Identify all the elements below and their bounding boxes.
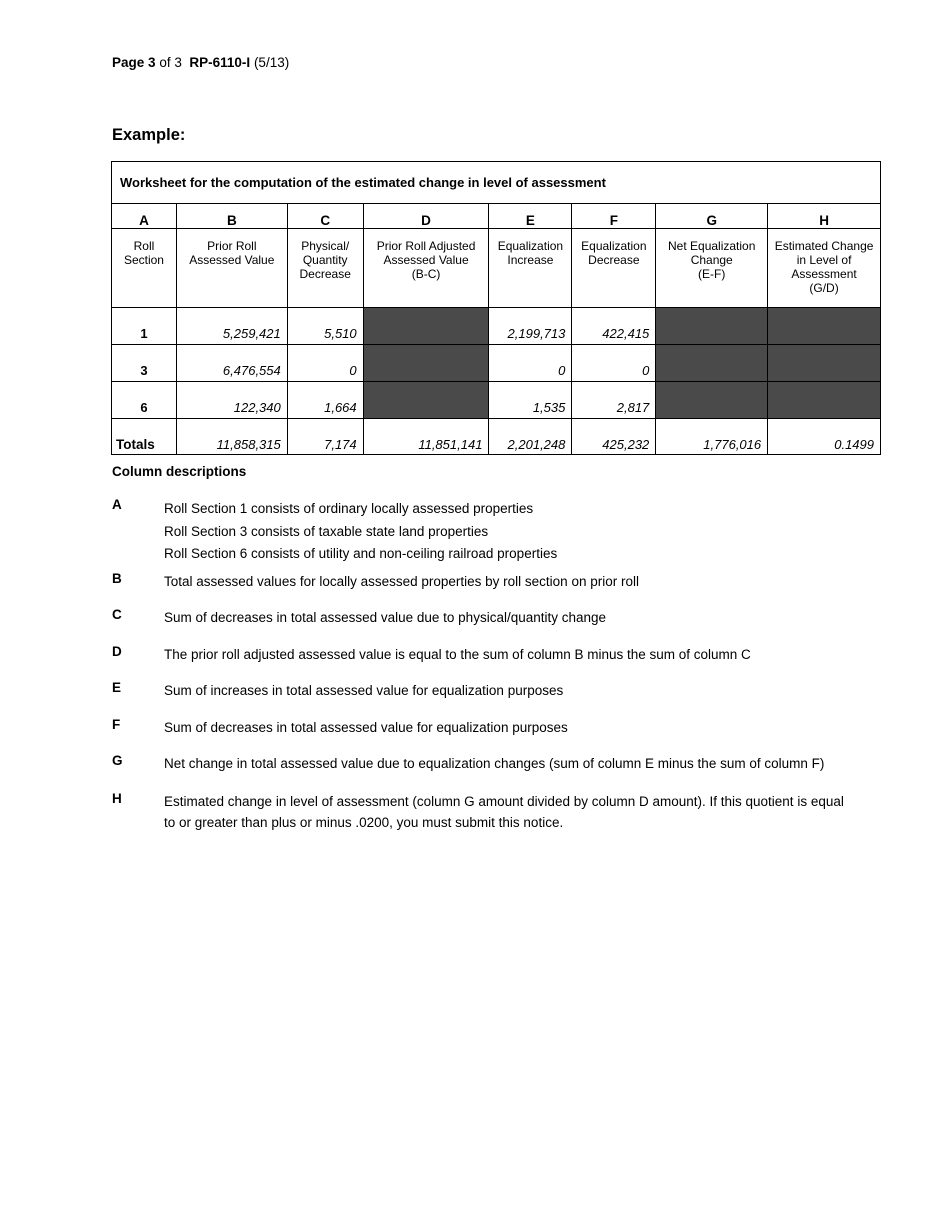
worksheet-title: Worksheet for the computation of the estimated change in level of assessment — [112, 162, 881, 204]
shaded-cell — [363, 382, 489, 419]
col-letter: H — [768, 204, 881, 229]
total-d: 11,851,141 — [363, 419, 489, 455]
table-row — [112, 345, 881, 382]
col-letter: G — [656, 204, 768, 229]
description-letter: E — [112, 680, 122, 695]
description-line: Roll Section 6 consists of utility and non-ceiling railroad properties — [164, 546, 558, 561]
description-letter: A — [112, 497, 122, 512]
shaded-cell — [768, 308, 881, 345]
col-letter: A — [112, 204, 177, 229]
form-date: (5/13) — [253, 55, 290, 70]
worksheet-table — [111, 161, 881, 455]
shaded-cell — [363, 345, 489, 382]
col-desc: Equalization Increase — [489, 229, 572, 308]
page-label: Page — [112, 55, 145, 70]
roll-section-cell: 1 — [112, 308, 177, 345]
equalization-increase-cell: 0 — [489, 345, 572, 382]
roll-section-cell: 3 — [112, 345, 177, 382]
description-text: Total assessed values for locally assessed properties by roll section on prior roll — [164, 574, 639, 589]
page-header — [112, 55, 289, 70]
description-letter: B — [112, 571, 122, 586]
total-b: 11,858,315 — [176, 419, 287, 455]
column-letter-row — [112, 204, 881, 229]
table-row — [112, 308, 881, 345]
description-letter: H — [112, 791, 122, 806]
description-text: Estimated change in level of assessment (column G amount divided by column D amount). If this quotient is equal to or greater than plus or minus .0200, you must submit this notice. — [164, 794, 844, 830]
column-descriptions-title: Column descriptions — [112, 464, 247, 479]
col-desc: Physical/ Quantity Decrease — [287, 229, 363, 308]
total-g: 1,776,016 — [656, 419, 768, 455]
physical-decrease-cell: 1,664 — [287, 382, 363, 419]
shaded-cell — [768, 382, 881, 419]
col-desc: Equalization Decrease — [572, 229, 656, 308]
description-line: Roll Section 1 consists of ordinary locally assessed properties — [164, 501, 534, 516]
prior-roll-cell: 122,340 — [176, 382, 287, 419]
physical-decrease-cell: 5,510 — [287, 308, 363, 345]
description-text: Net change in total assessed value due to equalization changes (sum of column E minus the sum of column F) — [164, 756, 825, 771]
total-f: 425,232 — [572, 419, 656, 455]
col-letter: E — [489, 204, 572, 229]
description-letter: D — [112, 644, 122, 659]
shaded-cell — [363, 308, 489, 345]
total-h: 0.1499 — [768, 419, 881, 455]
col-desc: Roll Section — [112, 229, 177, 308]
prior-roll-cell: 5,259,421 — [176, 308, 287, 345]
equalization-decrease-cell: 2,817 — [572, 382, 656, 419]
description-letter: G — [112, 753, 123, 768]
prior-roll-cell: 6,476,554 — [176, 345, 287, 382]
shaded-cell — [656, 345, 768, 382]
equalization-decrease-cell: 422,415 — [572, 308, 656, 345]
equalization-decrease-cell: 0 — [572, 345, 656, 382]
col-letter: D — [363, 204, 489, 229]
shaded-cell — [656, 382, 768, 419]
description-text: The prior roll adjusted assessed value is equal to the sum of column B minus the sum of column C — [164, 647, 751, 662]
roll-section-cell: 6 — [112, 382, 177, 419]
col-desc: Net Equalization Change (E-F) — [656, 229, 768, 308]
form-id: RP-6110-I — [189, 55, 251, 70]
physical-decrease-cell: 0 — [287, 345, 363, 382]
description-text: Sum of decreases in total assessed value for equalization purposes — [164, 720, 568, 735]
totals-row — [112, 419, 881, 455]
col-letter: C — [287, 204, 363, 229]
totals-label: Totals — [112, 419, 177, 455]
description-text: Sum of decreases in total assessed value due to physical/quantity change — [164, 610, 607, 625]
description-letter: C — [112, 607, 122, 622]
col-desc: Prior Roll Adjusted Assessed Value (B-C) — [363, 229, 489, 308]
shaded-cell — [768, 345, 881, 382]
col-letter: B — [176, 204, 287, 229]
equalization-increase-cell: 1,535 — [489, 382, 572, 419]
description-line: Roll Section 3 consists of taxable state land properties — [164, 523, 489, 539]
example-heading: Example: — [112, 126, 186, 144]
total-e: 2,201,248 — [489, 419, 572, 455]
column-desc-row — [112, 229, 881, 308]
table-row — [112, 382, 881, 419]
page-number: 3 — [148, 55, 156, 70]
description-text: Sum of increases in total assessed value for equalization purposes — [164, 683, 564, 698]
col-desc: Estimated Change in Level of Assessment (G/D) — [768, 229, 881, 308]
page-of: of 3 — [159, 55, 182, 70]
description-letter: F — [112, 717, 121, 732]
col-desc: Prior Roll Assessed Value — [176, 229, 287, 308]
equalization-increase-cell: 2,199,713 — [489, 308, 572, 345]
shaded-cell — [656, 308, 768, 345]
col-letter: F — [572, 204, 656, 229]
total-c: 7,174 — [287, 419, 363, 455]
